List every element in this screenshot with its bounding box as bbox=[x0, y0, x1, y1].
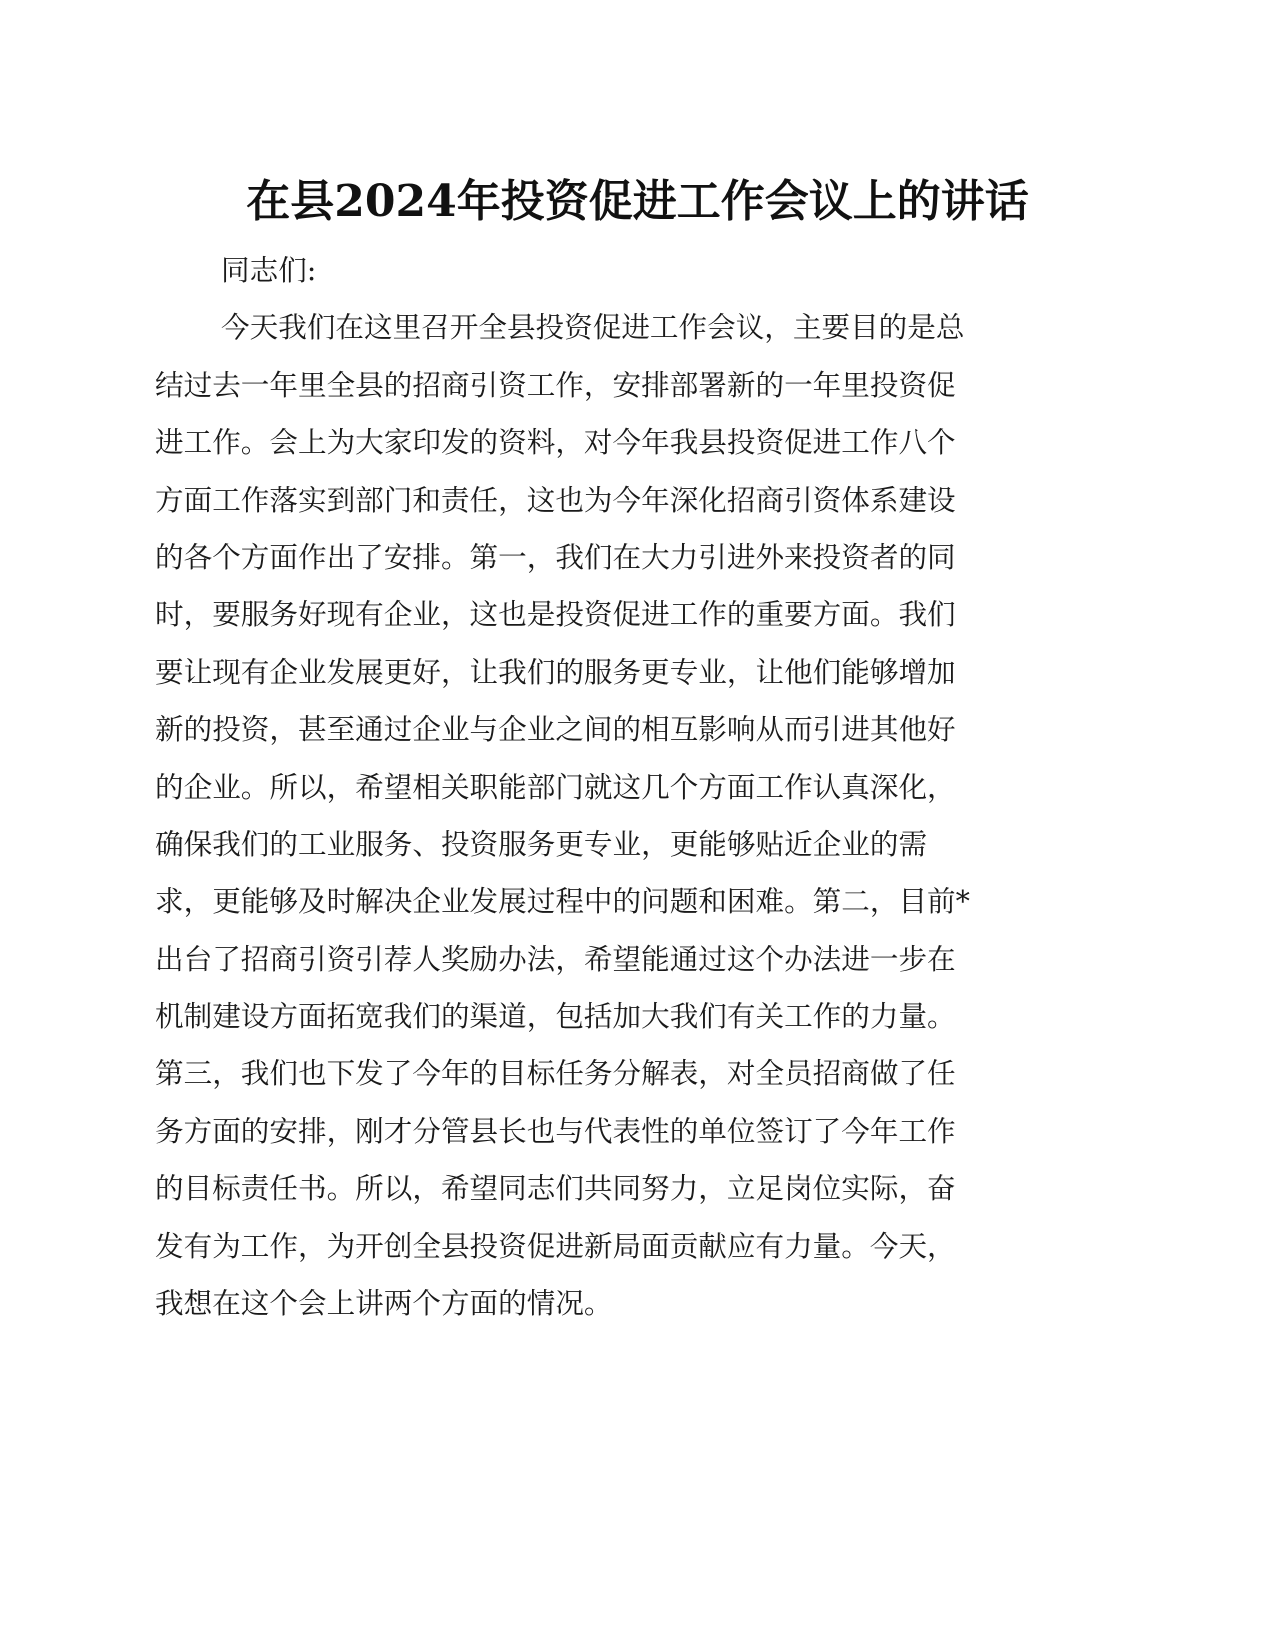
paragraph-line: 机制建设方面拓宽我们的渠道，包括加大我们有关工作的力量。 bbox=[155, 999, 956, 1034]
paragraph-line: 新的投资，甚至通过企业与企业之间的相互影响从而引进其他好 bbox=[155, 712, 956, 747]
paragraph-line: 方面工作落实到部门和责任，这也为今年深化招商引资体系建设 bbox=[155, 482, 956, 517]
paragraph-line: 的企业。所以，希望相关职能部门就这几个方面工作认真深化， bbox=[155, 769, 956, 804]
paragraph-line: 要让现有企业发展更好，让我们的服务更专业，让他们能够增加 bbox=[155, 654, 956, 689]
paragraph-line: 时，要服务好现有企业，这也是投资促进工作的重要方面。我们 bbox=[155, 597, 956, 632]
paragraph-line: 第三，我们也下发了今年的目标任务分解表，对全员招商做了任 bbox=[155, 1056, 956, 1091]
paragraph-line: 务方面的安排，刚才分管县长也与代表性的单位签订了今年工作 bbox=[155, 1113, 956, 1148]
paragraph-line: 的目标责任书。所以，希望同志们共同努力，立足岗位实际，奋 bbox=[155, 1171, 956, 1206]
paragraph-line: 求，更能够及时解决企业发展过程中的问题和困难。第二，目前* bbox=[155, 884, 970, 919]
document-title: 在县2024年投资促进工作会议上的讲话 bbox=[246, 176, 1029, 227]
paragraph-line: 今天我们在这里召开全县投资促进工作会议，主要目的是总 bbox=[221, 310, 965, 345]
paragraph-line: 确保我们的工业服务、投资服务更专业，更能够贴近企业的需 bbox=[155, 826, 928, 861]
paragraph-line: 进工作。会上为大家印发的资料，对今年我县投资促进工作八个 bbox=[155, 425, 956, 460]
paragraph-line: 出台了招商引资引荐人奖励办法，希望能通过这个办法进一步在 bbox=[155, 941, 956, 976]
paragraph-line: 发有为工作，为开创全县投资促进新局面贡献应有力量。今天， bbox=[155, 1228, 956, 1263]
paragraph-line: 我想在这个会上讲两个方面的情况。 bbox=[155, 1286, 613, 1321]
salutation: 同志们: bbox=[221, 253, 317, 287]
paragraph-line: 的各个方面作出了安排。第一，我们在大力引进外来投资者的同 bbox=[155, 539, 956, 574]
paragraph-line: 结过去一年里全县的招商引资工作，安排部署新的一年里投资促 bbox=[155, 367, 956, 402]
speech-body bbox=[155, 242, 1085, 1332]
